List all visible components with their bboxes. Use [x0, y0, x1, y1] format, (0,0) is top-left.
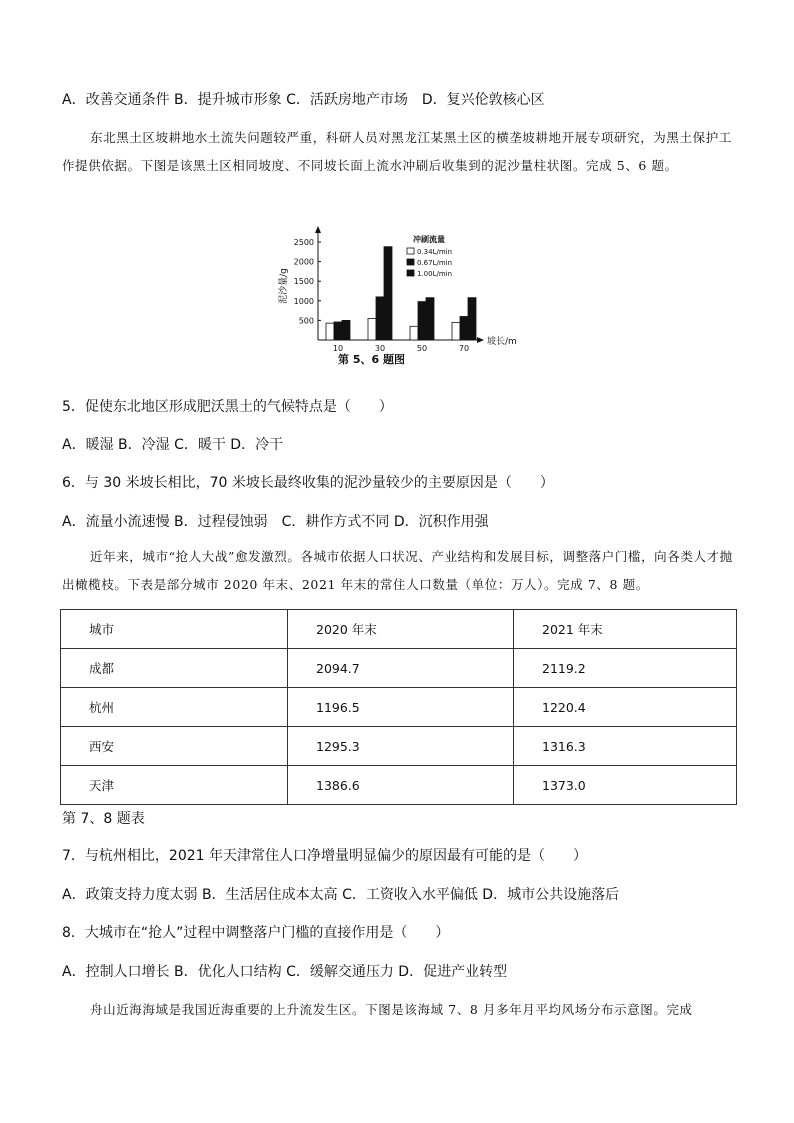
figure-caption: 第 5、6 题图 — [338, 353, 405, 366]
legend-swatch — [407, 270, 414, 276]
legend-entry: 0.34L/min — [417, 248, 453, 256]
population-table — [60, 609, 737, 805]
table-cell: 杭州 — [61, 688, 288, 727]
x-tick-label: 10 — [332, 344, 344, 353]
passage-black-soil — [62, 124, 742, 180]
bar — [326, 323, 334, 340]
x-tick-label: 30 — [374, 344, 386, 353]
table-cell: 2119.2 — [514, 649, 737, 688]
y-tick-label: 2000 — [293, 257, 314, 267]
bar — [452, 322, 460, 340]
table-cell: 2094.7 — [288, 649, 514, 688]
q4-options: A．改善交通条件 B．提升城市形象 C．活跃房地产市场 D．复兴伦敦核心区 — [62, 92, 545, 108]
legend-entry: 1.00L/min — [417, 270, 453, 278]
question-8-options: A．控制人口增长 B．优化人口结构 C．缓解交通压力 D．促进产业转型 — [62, 964, 508, 980]
table-cell: 1295.3 — [288, 727, 514, 766]
table-row — [61, 727, 737, 766]
table-header-row — [61, 610, 737, 649]
bar — [334, 322, 342, 340]
bar — [460, 316, 468, 340]
question-8: 8．大城市在“抢人”过程中调整落户门槛的直接作用是（ ） — [62, 925, 450, 941]
y-tick-label: 1000 — [293, 296, 314, 306]
table-cell: 1373.0 — [514, 766, 737, 805]
table-row — [61, 688, 737, 727]
table-cell: 1386.6 — [288, 766, 514, 805]
passage-zhoushan-text: 舟山近海海域是我国近海重要的上升流发生区。下图是该海域 7、8 月多年月平均风场分布示意图。完成 — [90, 1002, 693, 1017]
table-cell: 成都 — [61, 649, 288, 688]
x-axis-arrow — [477, 337, 484, 343]
y-axis-arrow — [315, 226, 321, 233]
table-header-cell: 城市 — [61, 610, 288, 649]
passage-city-population — [62, 543, 742, 599]
question-5-options: A．暖湿 B．冷湿 C．暖干 D．冷干 — [62, 437, 284, 453]
legend-swatch — [407, 248, 414, 254]
y-axis-label: 泥沙量/g — [279, 268, 289, 304]
question-6: 6．与 30 米坡长相比，70 米坡长最终收集的泥沙量较少的主要原因是（ ） — [62, 475, 554, 491]
x-tick-label: 70 — [458, 344, 470, 353]
question-6-options: A．流量小流速慢 B．过程侵蚀弱 C．耕作方式不同 D．沉积作用强 — [62, 514, 489, 530]
question-5: 5．促使东北地区形成肥沃黑土的气候特点是（ ） — [62, 399, 393, 415]
x-tick-label: 50 — [416, 344, 428, 353]
bar — [410, 326, 418, 340]
question-7: 7．与杭州相比，2021 年天津常住人口净增量明显偏少的原因最有可能的是（ ） — [62, 848, 587, 864]
table-row — [61, 766, 737, 805]
table-cell: 天津 — [61, 766, 288, 805]
x-axis-label: 坡长/m — [487, 337, 517, 347]
question-7-options: A．政策支持力度太弱 B．生活居住成本太高 C．工资收入水平偏低 D．城市公共设施落后 — [62, 887, 620, 903]
table-cell: 1220.4 — [514, 688, 737, 727]
table-row — [61, 649, 737, 688]
bar — [376, 297, 384, 340]
bar — [426, 298, 434, 340]
table-cell: 1196.5 — [288, 688, 514, 727]
bar — [468, 298, 476, 340]
table-caption: 第 7、8 题表 — [62, 811, 145, 827]
legend-entry: 0.67L/min — [417, 259, 453, 267]
y-tick-label: 1500 — [293, 277, 314, 287]
bar — [368, 318, 376, 340]
bar — [384, 247, 392, 340]
passage-black-soil-text: 东北黑土区坡耕地水土流失问题较严重，科研人员对黑龙江某黑土区的横垄坡耕地开展专项研究，为黑土保护工作提供依据。下图是该黑土区相同坡度、不同坡长面上流水冲刷后收集到的泥沙量柱状图。完成 5、6 题。 — [62, 130, 732, 173]
passage-city-population-text: 近年来，城市“抢人大战”愈发激烈。各城市依据人口状况、产业结构和发展目标，调整落户门槛，向各类人才抛出橄榄枝。下表是部分城市 2020 年末、2021 年末的常住人口数量（单位：万人）。完成 7、8 题。 — [62, 549, 733, 592]
table-cell: 西安 — [61, 727, 288, 766]
y-tick-label: 500 — [298, 316, 314, 326]
table-cell: 1316.3 — [514, 727, 737, 766]
legend-swatch — [407, 259, 414, 265]
passage-zhoushan — [62, 996, 742, 1024]
bar — [418, 302, 426, 340]
legend-title: 冲刷流量 — [413, 235, 445, 244]
y-tick-label: 2500 — [293, 238, 314, 247]
bar — [342, 320, 350, 340]
table-header-cell: 2020 年末 — [288, 610, 514, 649]
table-header-cell: 2021 年末 — [514, 610, 737, 649]
